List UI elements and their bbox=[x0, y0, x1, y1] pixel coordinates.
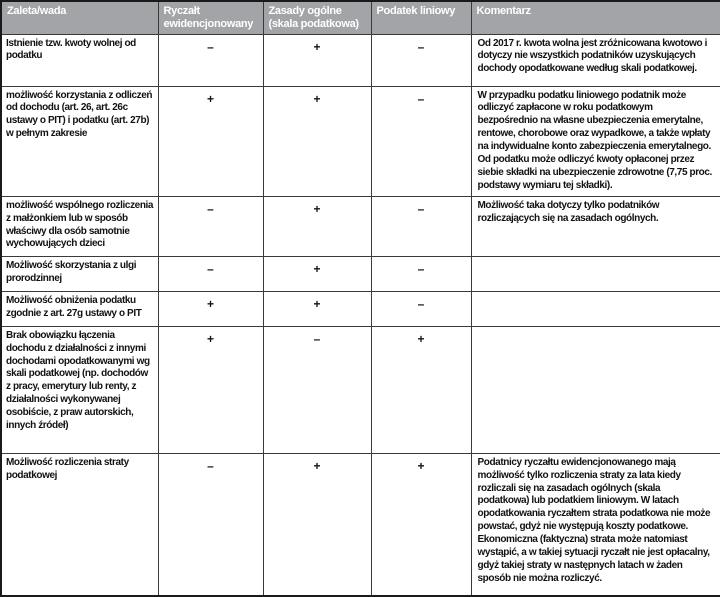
feature-cell: Istnienie tzw. kwoty wolnej od podatku bbox=[1, 34, 158, 86]
column-header-zaleta-wada: Zaleta/wada bbox=[1, 1, 158, 34]
ryczalt-sign-cell: + bbox=[158, 326, 263, 453]
zasady-sign-cell: + bbox=[263, 86, 371, 196]
zasady-sign-cell: + bbox=[263, 291, 371, 326]
column-header-ryczalt: Ryczałt ewidencjonowany bbox=[158, 1, 263, 34]
table-row bbox=[1, 196, 720, 256]
comment-cell: Możliwość taka dotyczy tylko podatników rozliczających się na zasadach ogólnych. bbox=[471, 196, 720, 256]
liniowy-sign-cell: + bbox=[371, 326, 471, 453]
liniowy-sign-cell: – bbox=[371, 196, 471, 256]
ryczalt-sign-cell: – bbox=[158, 196, 263, 256]
comment-cell: Od 2017 r. kwota wolna jest zróżnicowana kwotowo i dotyczy nie wszystkich podatników uzyskujących dochody opodatkowane według skali podatkowej. bbox=[471, 34, 720, 86]
feature-cell: Możliwość obniżenia podatku zgodnie z art. 27g ustawy o PIT bbox=[1, 291, 158, 326]
liniowy-sign-cell: + bbox=[371, 453, 471, 596]
table-row bbox=[1, 256, 720, 291]
liniowy-sign-cell: – bbox=[371, 86, 471, 196]
comment-cell bbox=[471, 291, 720, 326]
comment-cell: W przypadku podatku liniowego podatnik może odliczyć zapłacone w roku podatkowym bezpośrednio na własne ubezpieczenia emerytalne, rentowe, chorobowe oraz wypadkowe, a także wpłaty na indywidualne konto zabezpieczenia emerytalnego. Od podatku może odliczyć kwoty opłaconej przez siebie składki na ubezpieczenie zdrowotne (7,75 proc. podstawy wymiaru tej składki). bbox=[471, 86, 720, 196]
comment-cell bbox=[471, 256, 720, 291]
column-header-komentarz: Komentarz bbox=[471, 1, 720, 34]
ryczalt-sign-cell: – bbox=[158, 34, 263, 86]
liniowy-sign-cell: – bbox=[371, 34, 471, 86]
feature-cell: możliwość korzystania z odliczeń od dochodu (art. 26, art. 26c ustawy o PIT) i podatku (art. 27b) w pełnym zakresie bbox=[1, 86, 158, 196]
zasady-sign-cell: + bbox=[263, 256, 371, 291]
comment-cell: Podatnicy ryczałtu ewidencjonowanego mają możliwość tylko rozliczenia straty za lata kiedy rozliczali się na zasadach ogólnych (skala podatkowa) lub podatkiem liniowym. W latach opodatkowania ryczałtem strata podatkowa nie może powstać, gdyż nie występują koszty podatkowe. Ekonomiczna (faktyczna) strata może natomiast wystąpić, a w takiej sytuacji ryczałt nie jest opłacalny, gdyż takiej straty w następnych latach w żaden sposób nie można rozliczyć. bbox=[471, 453, 720, 596]
table-row bbox=[1, 291, 720, 326]
ryczalt-sign-cell: – bbox=[158, 453, 263, 596]
zasady-sign-cell: + bbox=[263, 34, 371, 86]
ryczalt-sign-cell: – bbox=[158, 256, 263, 291]
table-body bbox=[1, 34, 720, 596]
table-row bbox=[1, 326, 720, 453]
header-row bbox=[1, 1, 720, 34]
column-header-podatek-liniowy: Podatek liniowy bbox=[371, 1, 471, 34]
zasady-sign-cell: + bbox=[263, 453, 371, 596]
liniowy-sign-cell: – bbox=[371, 291, 471, 326]
table-header bbox=[1, 1, 720, 34]
table-row bbox=[1, 453, 720, 596]
column-header-zasady-ogolne: Zasady ogólne (skala podatkowa) bbox=[263, 1, 371, 34]
ryczalt-sign-cell: + bbox=[158, 86, 263, 196]
comment-cell bbox=[471, 326, 720, 453]
liniowy-sign-cell: – bbox=[371, 256, 471, 291]
feature-cell: Możliwość skorzystania z ulgi prorodzinnej bbox=[1, 256, 158, 291]
zasady-sign-cell: – bbox=[263, 326, 371, 453]
zasady-sign-cell: + bbox=[263, 196, 371, 256]
ryczalt-sign-cell: + bbox=[158, 291, 263, 326]
feature-cell: możliwość wspólnego rozliczenia z małżonkiem lub w sposób właściwy dla osób samotnie wychowujących dzieci bbox=[1, 196, 158, 256]
feature-cell: Możliwość rozliczenia straty podatkowej bbox=[1, 453, 158, 596]
table-row bbox=[1, 86, 720, 196]
feature-cell: Brak obowiązku łączenia dochodu z działalności z innymi dochodami opodatkowanymi wg skali podatkowej (np. dochodów z pracy, emerytury lub renty, z działalności wykonywanej osobiście, z praw autorskich, innych źródeł) bbox=[1, 326, 158, 453]
table-row bbox=[1, 34, 720, 86]
